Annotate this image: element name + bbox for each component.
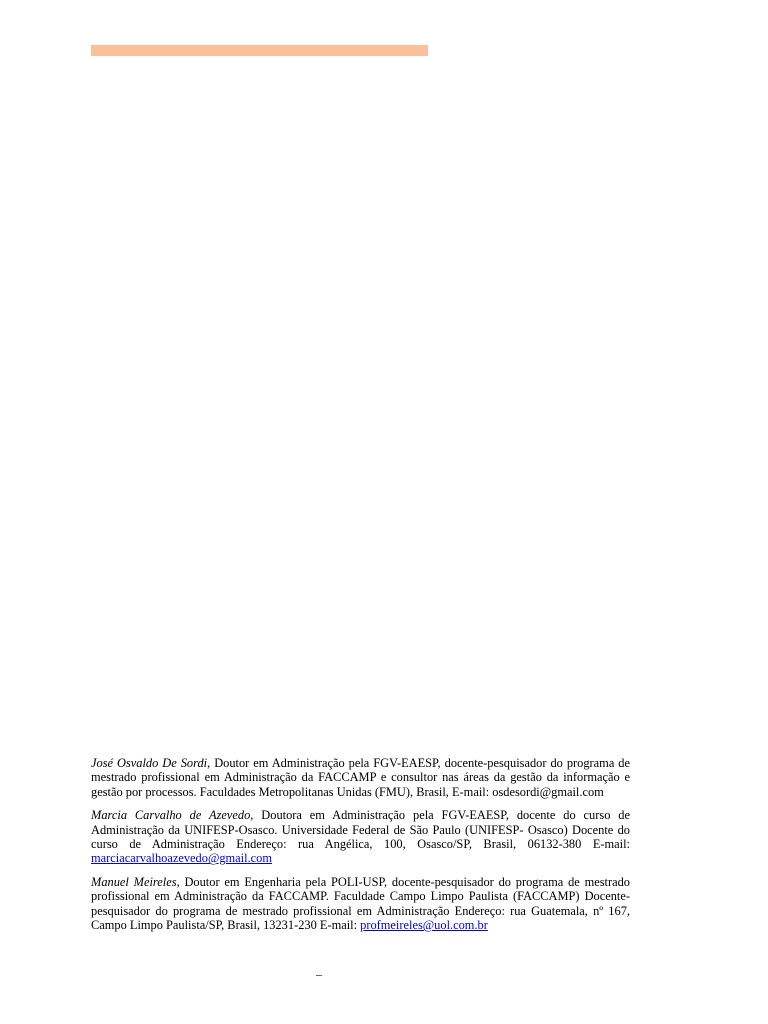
author-bio [91,756,630,799]
author-bio [91,875,630,933]
header-accent-bar [91,45,428,56]
author-name: Manuel Meireles [91,874,177,889]
email-link[interactable]: profmeireles@uol.com.br [360,918,488,933]
author-bio [91,808,630,866]
author-name: Marcia Carvalho de Azevedo [91,808,251,823]
author-description: , Doutor em Administração pela FGV-EAESP, docente-pesquisador do programa de mestrado profissional em Administração da FACCAMP e consultor nas áreas da gestão da informação e gestão por processos. Faculdades Metropolitanas Unidas (FMU), Brasil, E-mail: osdesordi@gmail.com [91,756,631,799]
page-mark: – [316,967,322,981]
author-name: José Osvaldo De Sordi [91,756,208,770]
author-description: , Doutor em Engenharia pela POLI-USP, docente-pesquisador do programa de mestrado profissional em Administração da FACCAMP. Faculdade Campo Limpo Paulista (FACCAMP) Docente-pesquisador do programa de mestrado profissional em Administração Endereço: rua Guatemala, nº 167, Campo Limpo Paulista/SP, Brasil, 13231-230 E-mail: [91,874,630,933]
author-bios [91,756,630,941]
author-description: , Doutora em Administração pela FGV-EAESP, docente do curso de Administração da UNIFESP-Osasco. Universidade Federal de São Paulo (UNIFESP- Osasco) Docente do curso de Administração Endereço: rua Angélica, 100, Osasco/SP, Brasil, 06132-380 E-mail: [91,808,630,852]
email-link[interactable]: marciacarvalhoazevedo@gmail.com [91,851,273,866]
